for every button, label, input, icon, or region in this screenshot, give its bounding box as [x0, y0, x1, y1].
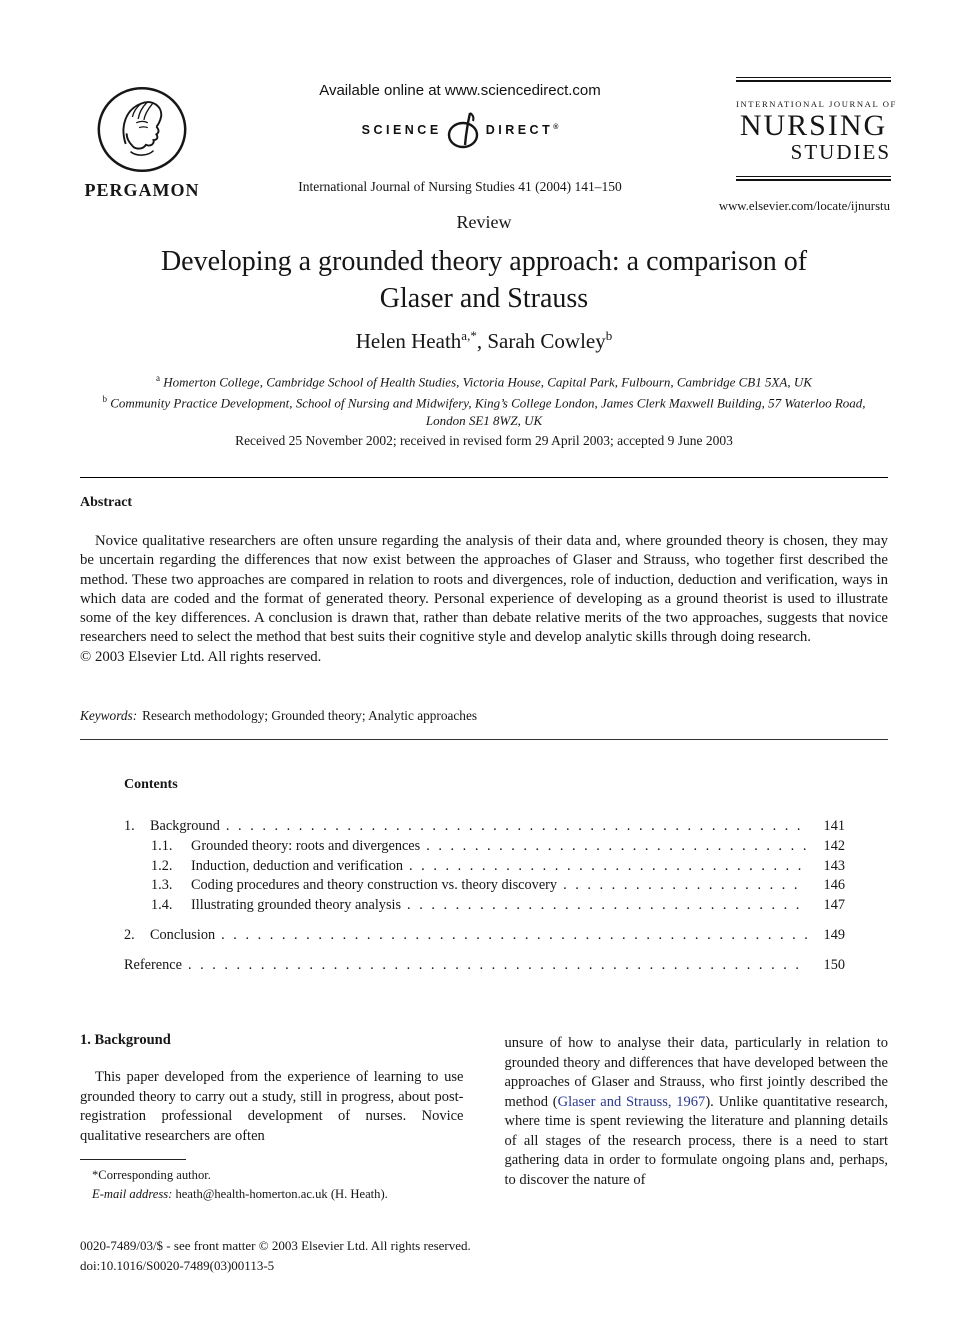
journal-nameplate [736, 77, 897, 181]
divider-rule-top [80, 477, 888, 478]
author-list [80, 328, 888, 354]
toc-label: Induction, deduction and verification [191, 857, 404, 874]
toc-number: 1. [124, 818, 135, 834]
sciencedirect-direct-text [486, 123, 559, 137]
table-of-contents [124, 817, 845, 976]
author-1-affmark: a,* [461, 328, 477, 343]
toc-page-number: 146 [823, 877, 845, 894]
toc-entry-illustrating-analysis[interactable] [151, 896, 845, 916]
abstract-copyright: © 2003 Elsevier Ltd. All rights reserved. [80, 648, 322, 665]
affiliation-a-mark: a [156, 373, 161, 383]
page-footer [80, 1236, 640, 1275]
sciencedirect-direct-word: DIRECT [485, 123, 554, 137]
corresponding-author-note: *Corresponding author. [92, 1168, 211, 1182]
toc-label: Grounded theory: roots and divergences [191, 837, 421, 854]
doi-line: doi:10.1016/S0020-7489(03)00113-5 [80, 1257, 275, 1273]
toc-number: 1.1. [151, 837, 173, 854]
toc-dot-leader [188, 956, 807, 976]
toc-number: 2. [124, 926, 135, 943]
email-line [80, 1185, 464, 1204]
toc-entry-coding-procedures[interactable] [151, 876, 845, 896]
nameplate-title: NURSING [739, 109, 888, 142]
affiliation-b [88, 391, 880, 429]
header-center [252, 82, 668, 152]
footnote-block [80, 1159, 464, 1203]
sciencedirect-d-icon [444, 108, 484, 152]
left-column [80, 1032, 464, 1203]
available-online-text: Available online at www.sciencedirect.com [319, 82, 601, 99]
body-paragraph-right [505, 1034, 889, 1190]
abstract-text: Novice qualitative researchers are often unsure regarding the analysis of their data and, where grounded theory is chosen, they may be uncertain regarding the differences that now exist between the approaches of Glaser and Strauss, who together first described the method. These two approaches are compared in relation to roots and divergences, role of induction, deduction and verification, ways in which data are coded and the format of generated theory. Personal experience of developing as a ground theorist is used to illustrate some of the key differences. A conclusion is drawn that, rather than debate relative merits of the two approaches, suggests that novice researchers need to select the method that best suits their cognitive style and develop analytic skills through doing research. [80, 533, 888, 646]
journal-citation-line: International Journal of Nursing Studies 41 (2004) 141–150 [298, 179, 622, 194]
email-address: heath@health-homerton.ac.uk (H. Heath). [175, 1186, 388, 1201]
email-label: E-mail address: [92, 1186, 173, 1201]
contents-heading: Contents [124, 777, 178, 792]
issn-copyright-line: 0020-7489/03/$ - see front matter © 2003 Elsevier Ltd. All rights reserved. [80, 1238, 471, 1253]
toc-dot-leader [221, 926, 807, 946]
affiliations [88, 370, 880, 429]
abstract-heading: Abstract [80, 495, 133, 510]
nameplate-subtitle: STUDIES [790, 140, 891, 164]
toc-page-number: 141 [823, 818, 845, 834]
right-column [505, 1032, 889, 1203]
nameplate-bottom-rule [736, 176, 891, 181]
toc-entry-roots-divergences[interactable] [151, 837, 845, 857]
sciencedirect-logo [252, 108, 668, 152]
right-paragraph-pre: unsure of how to analyse their data, particularly in relation to grounded theory and differences that have developed between the approaches of Glaser and Strauss, who first jointly described the method ( [504, 1035, 888, 1110]
article-title [80, 243, 888, 317]
keywords-text: Research methodology; Grounded theory; Analytic approaches [142, 708, 478, 723]
toc-page-number: 150 [823, 956, 845, 973]
registered-mark: ® [553, 123, 559, 131]
divider-rule-keywords [80, 739, 888, 740]
toc-page-number: 147 [823, 897, 845, 914]
affiliation-b-text: Community Practice Development, School of Nursing and Midwifery, King’s College London, James Clerk Maxwell Building, 57 Waterloo Road, London SE1 8WZ, UK [110, 395, 866, 428]
toc-number: 1.3. [151, 877, 173, 894]
author-1-name: Helen Heath [355, 329, 462, 353]
keywords-label: Keywords: [80, 708, 138, 723]
toc-page-number: 149 [823, 926, 845, 943]
body-columns [80, 1032, 888, 1203]
toc-page-number: 142 [823, 837, 845, 854]
contents-section [124, 777, 845, 976]
toc-label: Background [150, 818, 220, 834]
toc-number: 1.2. [151, 857, 173, 874]
right-paragraph-post: ). Unlike quantitative research, where time is spent reviewing the literature and planning details of all stages of the research process, there is a need to start gathering data in order to formulate ongoing plans and, perhaps, to discover the nature of [504, 1093, 888, 1188]
toc-dot-leader [563, 876, 807, 896]
toc-dot-leader [407, 896, 807, 916]
publisher-block [73, 84, 211, 201]
toc-label: Illustrating grounded theory analysis [191, 897, 402, 914]
nameplate-top-rule [736, 77, 891, 82]
toc-entry-reference[interactable] [124, 956, 845, 976]
section-heading-background: 1. Background [80, 1032, 171, 1048]
toc-entry-conclusion[interactable] [124, 926, 845, 946]
affiliation-a [88, 370, 880, 391]
toc-label: Conclusion [150, 926, 216, 943]
affiliation-a-text: Homerton College, Cambridge School of Health Studies, Victoria House, Capital Park, Fulbourn, Cambridge CB1 5XA, UK [163, 374, 812, 390]
affiliation-b-mark: b [102, 393, 107, 404]
article-history: Received 25 November 2002; received in revised form 29 April 2003; accepted 9 June 2003 [235, 433, 733, 448]
keywords-line [80, 708, 888, 724]
toc-label: Reference [124, 956, 182, 973]
footnote-text [80, 1166, 464, 1203]
toc-dot-leader [226, 817, 807, 837]
author-2-name: Sarah Cowley [487, 329, 606, 353]
toc-dot-leader [409, 857, 807, 877]
publisher-name: PERGAMON [84, 180, 200, 200]
toc-entry-background[interactable] [124, 817, 845, 837]
journal-url: www.elsevier.com/locate/ijnurstu [718, 199, 890, 213]
toc-label: Coding procedures and theory construction vs. theory discovery [191, 877, 558, 894]
sciencedirect-science-text: SCIENCE [361, 123, 442, 137]
author-2-affmark: b [605, 328, 613, 343]
article-type-label: Review [456, 212, 512, 232]
toc-entry-induction-deduction[interactable] [151, 857, 845, 877]
article-title-line1: Developing a grounded theory approach: a comparison of [160, 246, 808, 277]
abstract-section [80, 495, 888, 667]
pergamon-logo-icon [94, 84, 190, 176]
citation-link-glaser-strauss-1967[interactable]: Glaser and Strauss, 1967 [557, 1093, 706, 1110]
toc-page-number: 143 [823, 857, 845, 874]
body-paragraph-left: This paper developed from the experience of learning to use grounded theory to carry out a study, still in progress, about post-registration professional development of nurses. Novice qualitative researchers are often [80, 1069, 464, 1144]
nameplate-kicker: INTERNATIONAL JOURNAL OF [736, 99, 897, 109]
toc-number: 1.4. [151, 897, 173, 914]
toc-dot-leader [426, 837, 807, 857]
article-title-line2: Glaser and Strauss [379, 283, 589, 314]
author-separator: , [476, 329, 488, 353]
footnote-rule [80, 1159, 186, 1160]
